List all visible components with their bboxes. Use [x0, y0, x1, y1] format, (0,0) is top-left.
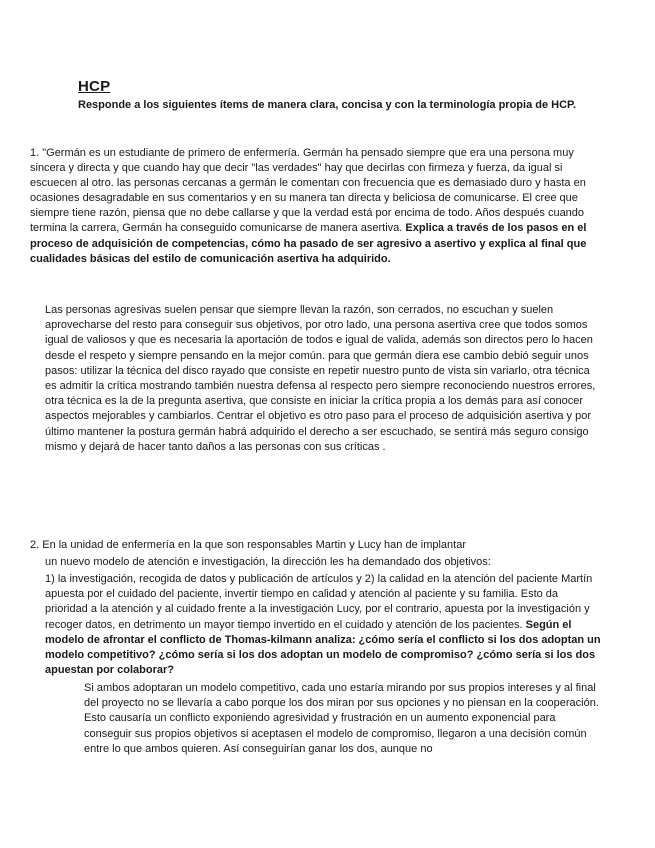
instructions: Responde a los siguientes ítems de manera clara, concisa y con la terminología propia de HCP. [78, 99, 577, 111]
question-1-text: 1. "Germán es un estudiante de primero de enfermería. Germán ha pensado siempre que era una persona muy sincera y directa y que cuando hay que decir "las verdades" hay que decirlas con firmeza y fuerza, da igual si escuecen al otro. las personas cercanas a germán le comentan con frecuencia que es demasiado duro y hasta en ocasiones desagradable en sus comentarios y en su manera tan directa y beliciosa de comunicarse. El cree que siempre tiene razón, piensa que no debe callarse y que la verdad está por encima de todo. Años después cuando termina la carrera, Germán ha conseguido comunicarse de manera asertiva. [30, 147, 586, 235]
question-2-line-2: un nuevo modelo de atención e investigación, la dirección les ha demandado dos objetivos: [45, 556, 491, 568]
answer-1: Las personas agresivas suelen pensar que siempre llevan la razón, son cerrados, no escuchan y suelen aprovecharse del resto para conseguir sus objetivos, por otro lado, una persona asertiva cree que todos somos igual de valiosos y que es necesaria la aportación de todos e igual de valida, además son directos pero lo hacen desde el respeto y siempre pensando en la mejor común. para que germán diera ese cambio debió seguir unos pasos: utilizar la técnica del disco rayado que consiste en repetir nuestro punto de vista sin variarlo, otra técnica es admitir la crítica mostrando también nuestra defensa al respecto pero siempre reconociendo nuestros errores, otra técnica es la de la pregunta asertiva, que consiste en iniciar la crítica propia a los demás para así conocer aspectos mejorables y cambiarlos. Centrar el objetivo es otro paso para el proceso de adquisición asertiva y por último mantener la postura germán habrá adquirido el derecho a ser escuchado, se sentirá más seguro consigo mismo y dejará de hacer tanto daños a las personas con sus críticas . [45, 304, 596, 453]
answer-2: Si ambos adoptaran un modelo competitivo, cada uno estaría mirando por sus propios intereses y al final del proyecto no se llevaría a cabo porque los dos miran por sus opciones y no piensan en la cooperación. Esto causaría un conflicto exponiendo agresividad y frustración en un aumento exponencial para conseguir sus propios objetivos si aceptasen el modelo de compromiso, llegaron a una decisión común entre lo que ambos quieren. Así conseguirían ganar los dos, aunque no [84, 682, 599, 755]
question-1 [30, 146, 602, 267]
question-1-prompt: Explica a través de los pasos en el proceso de adquisición de competencias, cómo ha pasado de ser agresivo a asertivo y explica al final que cualidades básicas del estilo de comunicación asertiva ha adquirido. [30, 222, 587, 265]
question-2 [45, 572, 603, 678]
page-title: HCP [78, 78, 111, 95]
question-2-text: 1) la investigación, recogida de datos y publicación de artículos y 2) la calidad en la atención del paciente Martín apuesta por el cuidado del paciente, invertir tiempo en calidad y atención al paciente y su familia. Esto da prioridad a la atención y al cuidado frente a la investigación Lucy, por el contrario, apuesta por la investigación y recoger datos, en detrimento un mayor tiempo invertido en el cuidado y atención de los pacientes. [45, 573, 593, 631]
question-2-line-1: 2. En la unidad de enfermería en la que son responsables Martin y Lucy han de implantar [30, 539, 466, 551]
question-2-prompt: Según el modelo de afrontar el conflicto de Thomas-kilmann analiza: ¿cómo sería el conflicto si los dos adoptan un modelo competitivo? ¿cómo sería si los dos adoptan un modelo de compromiso? ¿cómo sería si los dos apuestan por colaborar? [45, 618, 601, 677]
